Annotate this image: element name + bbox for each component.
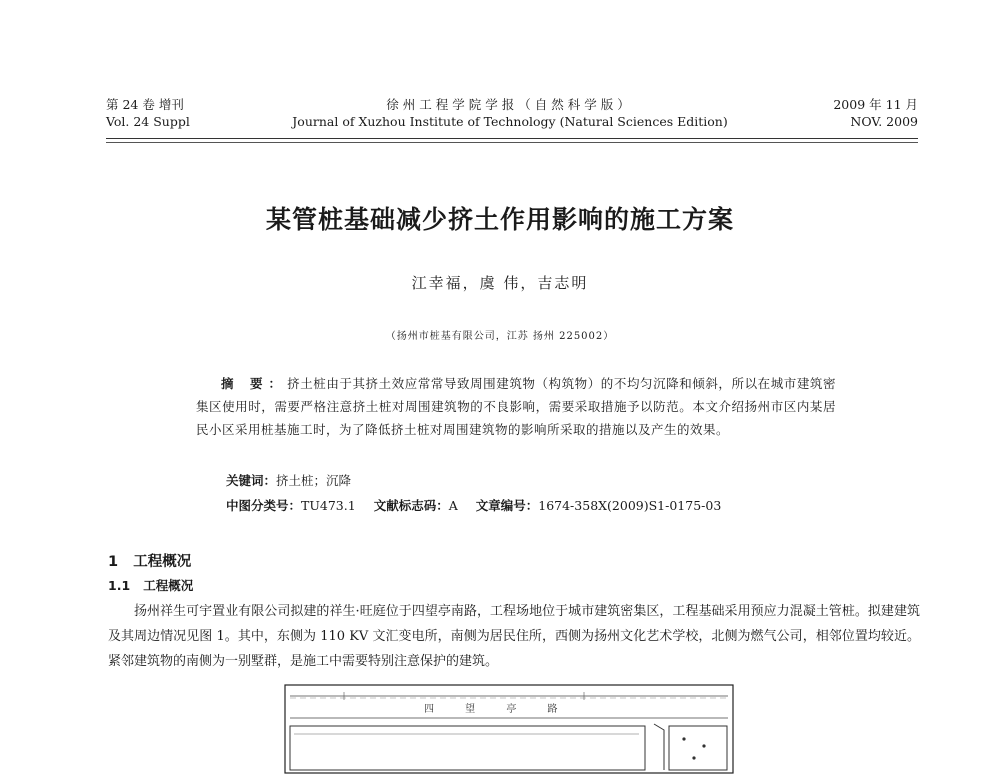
date-en: NOV. 2009 — [850, 114, 918, 129]
abstract-text: 挤土桩由于其挤土效应常常导致周围建筑物（构筑物）的不均匀沉降和倾斜，所以在城市建筑密集区使用时，需要严格注意挤土桩对周围建筑物的不良影响，需要采取措施予以防范。本文介绍扬州市区内某居民小区采用桩基施工时，为了降低挤土桩对周围建筑物的影响所采取的措施以及产生的效果。 — [196, 376, 836, 437]
pile-marker — [692, 756, 695, 759]
substation-outline — [669, 726, 727, 770]
pile-marker — [702, 744, 705, 747]
pile-marker — [682, 737, 685, 740]
header-journal — [250, 96, 770, 130]
header-rule-thick — [106, 138, 918, 139]
keywords-label: 关键词： — [226, 473, 277, 488]
header-rule-thin — [106, 142, 918, 143]
article-number-label: 文章编号： — [475, 498, 539, 513]
date-cn: 2009 年 11 月 — [833, 97, 918, 112]
section-heading-1-1 — [108, 576, 193, 594]
abstract-label: 摘 要： — [221, 376, 288, 391]
volume-cn: 第 24 卷 增刊 — [106, 97, 184, 112]
site-plan-figure — [284, 684, 734, 774]
volume-en: Vol. 24 Suppl — [106, 114, 190, 129]
abstract — [196, 372, 836, 441]
journal-en: Journal of Xuzhou Institute of Technology (Natural Sciences Edition) — [292, 114, 728, 129]
section-number: 1 — [108, 554, 119, 570]
journal-cn: 徐州工程学院学报（自然科学版） — [386, 97, 634, 112]
authors: 江幸福，虞 伟，吉志明 — [411, 274, 589, 292]
clc-label: 中图分类号： — [226, 498, 302, 513]
site-boundary — [290, 726, 645, 770]
paper-title: 某管桩基础减少挤土作用影响的施工方案 — [265, 205, 734, 234]
header-volume — [106, 96, 190, 130]
header-date — [833, 96, 918, 130]
classification-line — [226, 496, 721, 514]
subsection-number: 1.1 — [108, 578, 131, 593]
doc-code-value: A — [448, 498, 458, 513]
article-number-value: 1674-358X(2009)S1-0175-03 — [538, 498, 722, 513]
section-title: 工程概况 — [133, 554, 192, 570]
adjacent-building-edge — [654, 724, 664, 770]
doc-code-label: 文献标志码： — [373, 498, 449, 513]
keywords-text: 挤土桩；沉降 — [276, 473, 352, 488]
affiliation: （扬州市桩基有限公司，江苏 扬州 225002） — [385, 331, 615, 342]
section-heading-1 — [108, 550, 191, 571]
road-label: 四 望 亭 路 — [424, 704, 572, 715]
clc-value: TU473.1 — [301, 498, 356, 513]
keywords — [226, 471, 351, 489]
subsection-title: 工程概况 — [143, 578, 194, 593]
body-paragraph: 扬州祥生可宇置业有限公司拟建的祥生·旺庭位于四望亭南路，工程场地位于城市建筑密集区，工程基础采用预应力混凝土管桩。拟建建筑及其周边情况见图 1。其中，东侧为 110 KV 文汇变电所，南侧为居民住所，西侧为扬州文化艺术学校，北侧为燃气公司，相邻位置均较近。紧邻建筑物的南侧为一别墅群，是施工中需要特别注意保护的建筑。 — [108, 604, 920, 669]
